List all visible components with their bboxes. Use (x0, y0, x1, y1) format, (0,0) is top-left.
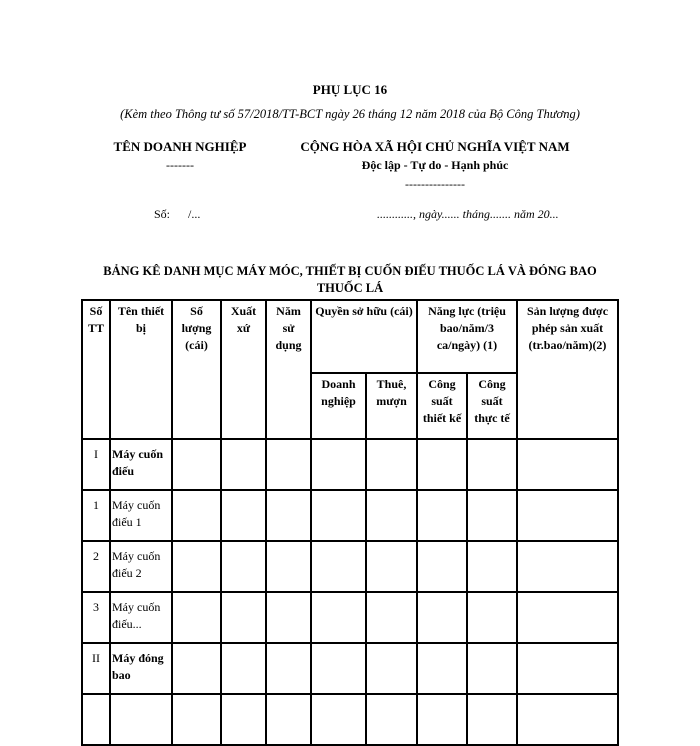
row-empty-cell (311, 694, 366, 745)
row-empty-cell (366, 490, 417, 541)
row-empty-cell (366, 592, 417, 643)
header-name: Tên thiết bị (110, 300, 172, 439)
row-empty-cell (266, 592, 311, 643)
row-empty-cell (417, 439, 467, 490)
header-owned: Doanh nghiệp (311, 373, 366, 439)
table-row (82, 490, 618, 541)
row-empty-cell (366, 694, 417, 745)
row-empty-cell (467, 490, 517, 541)
row-empty-cell (467, 643, 517, 694)
header-design-capacity: Công suất thiết kế (417, 373, 467, 439)
row-equipment-name: Máy cuốn điếu 2 (110, 541, 172, 592)
row-stt: II (82, 643, 110, 694)
row-empty-cell (266, 541, 311, 592)
row-stt: I (82, 439, 110, 490)
header-output: Sản lượng được phép sản xuất (tr.bao/năm)(2) (517, 300, 618, 439)
enterprise-name: TÊN DOANH NGHIỆP (113, 139, 247, 154)
row-empty-cell (417, 541, 467, 592)
row-stt: 1 (82, 490, 110, 541)
row-empty-cell (417, 694, 467, 745)
row-empty-cell (467, 439, 517, 490)
row-empty-cell (221, 694, 266, 745)
equipment-table (81, 299, 619, 746)
row-empty-cell (172, 592, 221, 643)
row-empty-cell (221, 643, 266, 694)
row-empty-cell (172, 643, 221, 694)
row-empty-cell (172, 541, 221, 592)
row-empty-cell (172, 694, 221, 745)
table-row (82, 592, 618, 643)
row-empty-cell (221, 592, 266, 643)
row-empty-cell (417, 490, 467, 541)
row-empty-cell (311, 643, 366, 694)
header-capacity: Năng lực (triệu bao/năm/3 ca/ngày) (1) (417, 300, 517, 373)
row-stt (82, 694, 110, 745)
row-equipment-name: Máy cuốn điếu (110, 439, 172, 490)
row-empty-cell (417, 592, 467, 643)
row-empty-cell (517, 490, 618, 541)
row-empty-cell (311, 541, 366, 592)
row-empty-cell (311, 490, 366, 541)
appendix-subtitle: (Kèm theo Thông tư số 57/2018/TT-BCT ngày 26 tháng 12 năm 2018 của Bộ Công Thương) (120, 107, 580, 121)
row-empty-cell (266, 439, 311, 490)
header-origin: Xuất xứ (221, 300, 266, 439)
header-stt: Số TT (82, 300, 110, 439)
row-empty-cell (172, 490, 221, 541)
row-empty-cell (266, 694, 311, 745)
header-ownership: Quyền sở hữu (cái) (311, 300, 417, 373)
table-row (82, 694, 618, 745)
header-actual-capacity: Công suất thực tế (467, 373, 517, 439)
row-empty-cell (467, 592, 517, 643)
row-empty-cell (266, 643, 311, 694)
table-row (82, 541, 618, 592)
list-title: BẢNG KÊ DANH MỤC MÁY MÓC, THIẾT BỊ CUỐN ĐIẾU THUỐC LÁ VÀ ĐÓNG BAO THUỐC LÁ (103, 264, 597, 295)
row-empty-cell (517, 592, 618, 643)
row-empty-cell (517, 541, 618, 592)
row-empty-cell (366, 643, 417, 694)
row-empty-cell (221, 439, 266, 490)
row-equipment-name (110, 694, 172, 745)
row-empty-cell (467, 541, 517, 592)
appendix-title: PHỤ LỤC 16 (312, 82, 388, 97)
document-date: ............, ngày...... tháng....... năm 20... (377, 207, 559, 221)
row-empty-cell (366, 541, 417, 592)
header-rented: Thuê, mượn (366, 373, 417, 439)
row-empty-cell (311, 592, 366, 643)
header-qty: Số lượng (cái) (172, 300, 221, 439)
enterprise-divider: ------- (166, 158, 194, 172)
row-empty-cell (517, 439, 618, 490)
row-empty-cell (417, 643, 467, 694)
row-empty-cell (266, 490, 311, 541)
row-empty-cell (467, 694, 517, 745)
document-number: Số: /... (154, 207, 201, 221)
motto-divider: --------------- (405, 177, 465, 191)
row-empty-cell (221, 541, 266, 592)
row-empty-cell (517, 643, 618, 694)
row-empty-cell (366, 439, 417, 490)
row-empty-cell (172, 439, 221, 490)
table-row (82, 439, 618, 490)
row-stt: 2 (82, 541, 110, 592)
row-stt: 3 (82, 592, 110, 643)
national-motto: Độc lập - Tự do - Hạnh phúc (361, 158, 509, 172)
row-empty-cell (517, 694, 618, 745)
country-name: CỘNG HÒA XÃ HỘI CHỦ NGHĨA VIỆT NAM (300, 139, 570, 154)
row-equipment-name: Máy đóng bao (110, 643, 172, 694)
header-year: Năm sử dụng (266, 300, 311, 439)
row-empty-cell (221, 490, 266, 541)
row-equipment-name: Máy cuốn điếu 1 (110, 490, 172, 541)
table-row (82, 643, 618, 694)
row-equipment-name: Máy cuốn điếu... (110, 592, 172, 643)
row-empty-cell (311, 439, 366, 490)
